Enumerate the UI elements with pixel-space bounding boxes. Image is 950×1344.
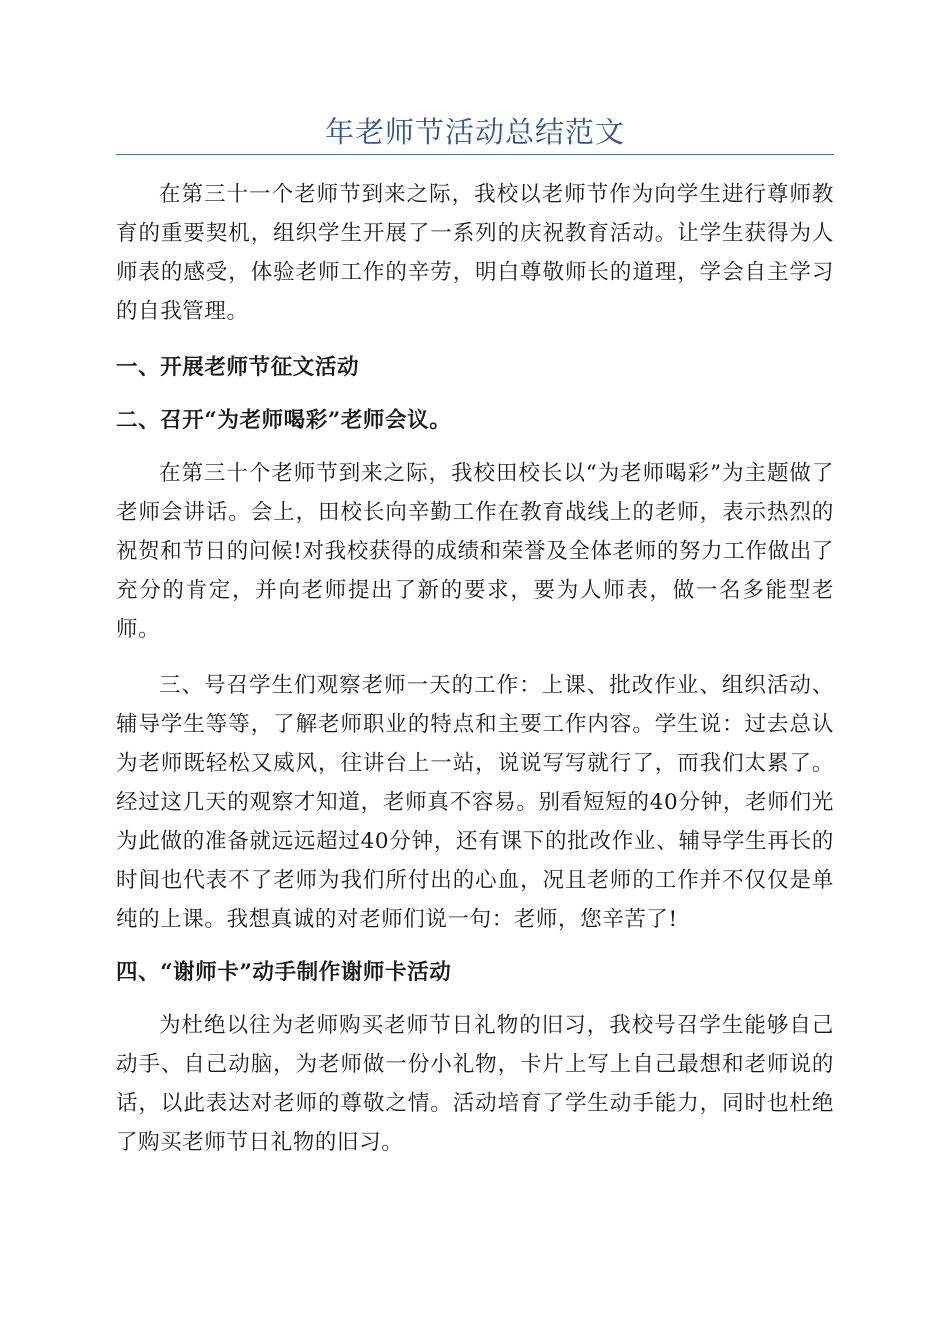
section-heading-2: 二、召开“为老师喝彩”老师会议。 [116,408,452,433]
title-underline [116,154,834,155]
section-heading-4: 四、“谢师卡”动手制作谢师卡活动 [116,960,452,985]
intro-paragraph: 在第三十一个老师节到来之际，我校以老师节作为向学生进行尊师教育的重要契机，组织学生开展了一系列的庆祝教育活动。让学生获得为人师表的感受，体验老师工作的辛劳，明白尊敬师长的道理，学会自主学习的自我管理。 [116,182,834,324]
section-3-paragraph: 三、号召学生们观察老师一天的工作：上课、批改作业、组织活动、辅导学生等等，了解老师职业的特点和主要工作内容。学生说：过去总认为老师既轻松又威风，往讲台上一站，说说写写就行了，而我们太累了。经过这几天的观察才知道，老师真不容易。别看短短的40分钟，老师们光为此做的准备就远远超过40分钟，还有课下的批改作业、辅导学生再长的时间也代表不了老师为我们所付出的心血，况且老师的工作并不仅仅是单纯的上课。我想真诚的对老师们说一句：老师，您辛苦了! [116,673,834,932]
section-2-paragraph: 在第三十个老师节到来之际，我校田校长以“为老师喝彩”为主题做了老师会讲话。会上，田校长向辛勤工作在教育战线上的老师，表示热烈的祝贺和节日的问候!对我校获得的成绩和荣誉及全体老师的努力工作做出了充分的肯定，并向老师提出了新的要求，要为人师表，做一名多能型老师。 [116,461,834,642]
section-heading-1: 一、开展老师节征文活动 [116,355,360,380]
document-title: 年老师节活动总结范文 [324,115,625,149]
document-body [116,175,834,1162]
section-4-paragraph: 为杜绝以往为老师购买老师节日礼物的旧习，我校号召学生能够自己动手、自己动脑，为老师做一份小礼物，卡片上写上自己最想和老师说的话，以此表达对老师的尊敬之情。活动培育了学生动手能力，同时也杜绝了购买老师节日礼物的旧习。 [116,1013,834,1155]
